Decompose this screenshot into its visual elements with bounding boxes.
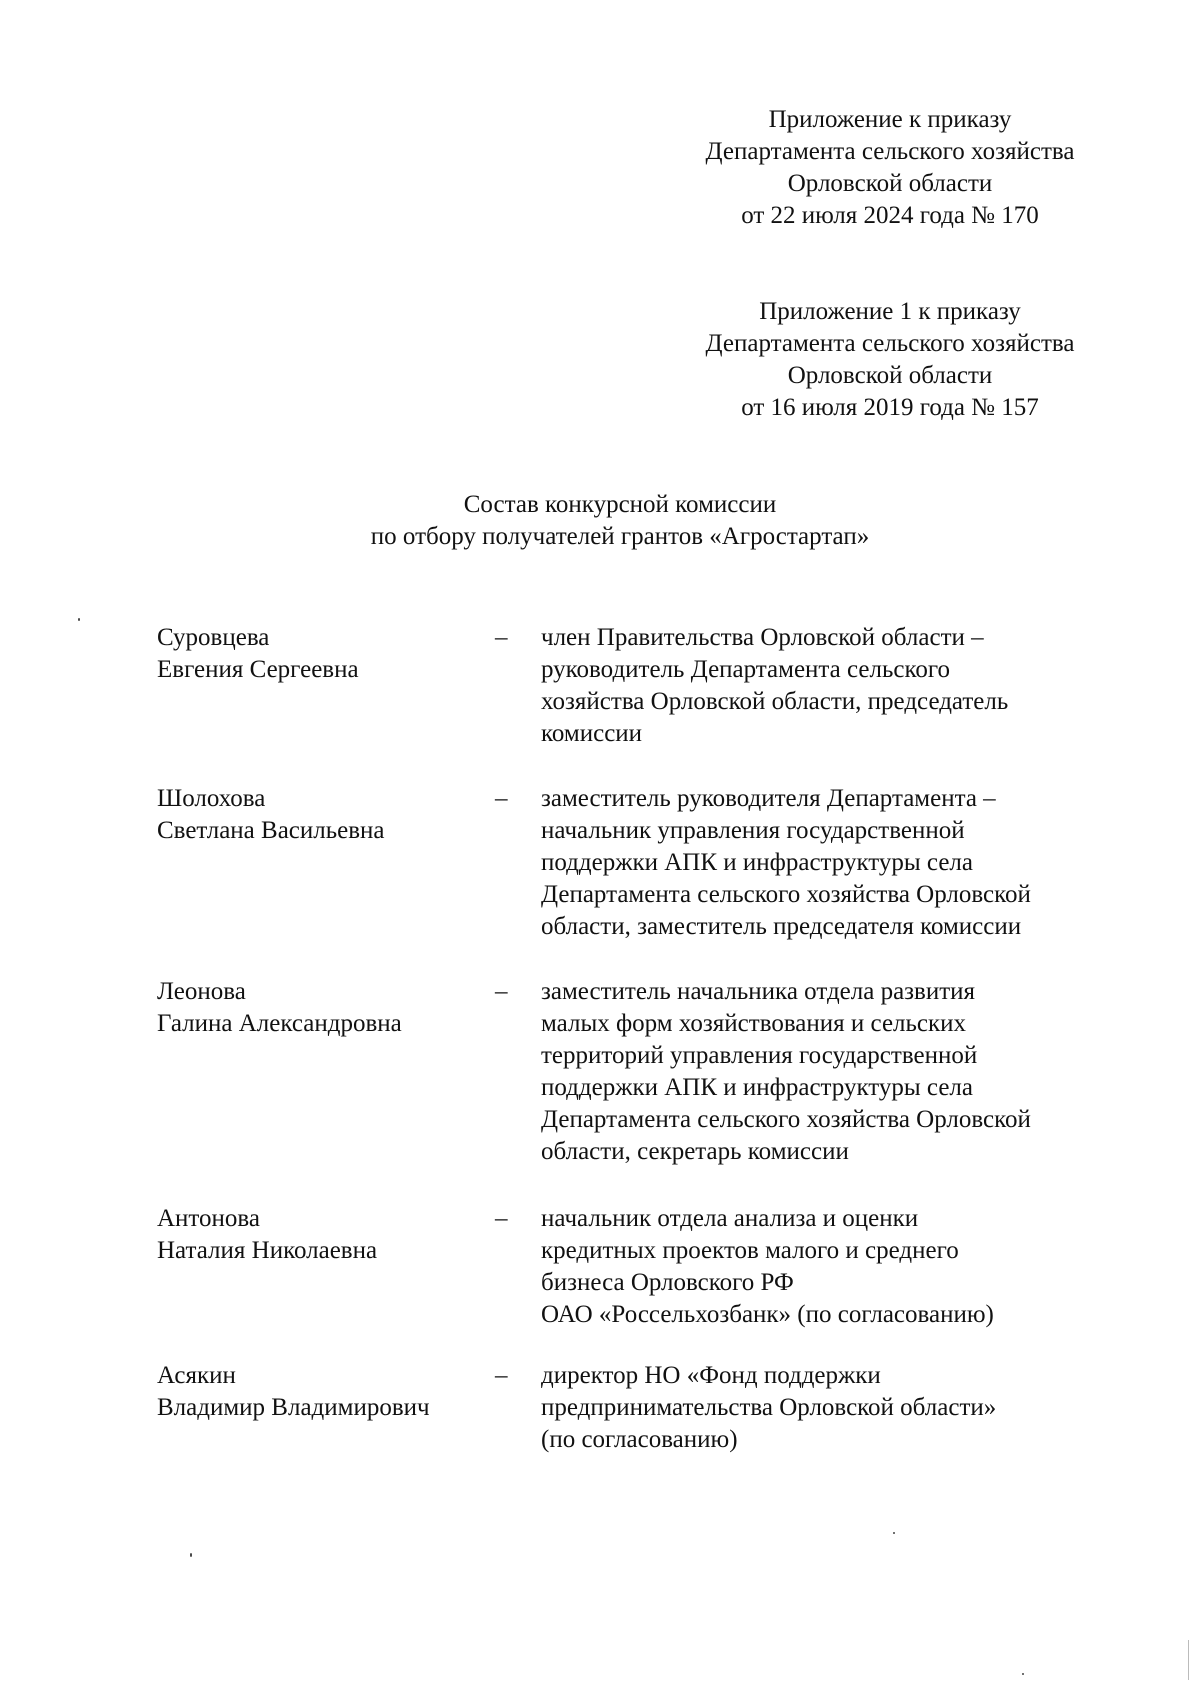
role-line: Департамента сельского хозяйства Орловской bbox=[541, 1106, 1031, 1133]
role-line: ОАО «Россельхозбанк» (по согласованию) bbox=[541, 1301, 994, 1328]
role-line: начальник управления государственной bbox=[541, 817, 965, 844]
approval-line: Орловской области bbox=[787, 362, 993, 389]
dash-separator: – bbox=[495, 624, 508, 651]
role-line: бизнеса Орловского РФ bbox=[541, 1269, 794, 1296]
dash-separator: – bbox=[495, 1362, 508, 1389]
member-surname: Асякин bbox=[157, 1362, 236, 1389]
member-name bbox=[157, 622, 477, 686]
dash-separator: – bbox=[495, 978, 508, 1005]
role-line: поддержки АПК и инфраструктуры села bbox=[541, 849, 973, 876]
role-line: Департамента сельского хозяйства Орловской bbox=[541, 881, 1031, 908]
scan-speck bbox=[78, 618, 80, 621]
member-given-names: Наталия Николаевна bbox=[157, 1237, 378, 1264]
approval-line: Приложение 1 к приказу bbox=[759, 298, 1021, 325]
role-line: начальник отдела анализа и оценки bbox=[541, 1205, 919, 1232]
member-given-names: Евгения Сергеевна bbox=[157, 656, 359, 683]
member-role bbox=[541, 1203, 1101, 1331]
approval-block bbox=[600, 104, 1180, 232]
role-line: хозяйства Орловской области, председатель bbox=[541, 688, 1009, 715]
member-role bbox=[541, 783, 1101, 943]
member-surname: Леонова bbox=[157, 978, 246, 1005]
scan-speck bbox=[1188, 1640, 1189, 1680]
role-line: области, заместитель председателя комиссии bbox=[541, 913, 1022, 940]
approval-line: Орловской области bbox=[787, 170, 993, 197]
role-line: предпринимательства Орловской области» bbox=[541, 1394, 997, 1421]
document-title bbox=[0, 489, 1200, 553]
role-line: директор НО «Фонд поддержки bbox=[541, 1362, 881, 1389]
dash-separator: – bbox=[495, 785, 508, 812]
member-surname: Антонова bbox=[157, 1205, 260, 1232]
approval-line: от 16 июля 2019 года № 157 bbox=[741, 394, 1039, 421]
member-role bbox=[541, 1360, 1101, 1456]
role-line: руководитель Департамента сельского bbox=[541, 656, 950, 683]
approval-line: Департамента сельского хозяйства bbox=[705, 138, 1075, 165]
role-line: заместитель руководителя Департамента – bbox=[541, 785, 996, 812]
dash-separator: – bbox=[495, 1205, 508, 1232]
member-surname: Суровцева bbox=[157, 624, 270, 651]
member-name bbox=[157, 783, 477, 847]
member-role bbox=[541, 622, 1101, 750]
approval-line: Департамента сельского хозяйства bbox=[705, 330, 1075, 357]
approval-block bbox=[600, 296, 1180, 424]
role-line: малых форм хозяйствования и сельских bbox=[541, 1010, 967, 1037]
role-line: член Правительства Орловской области – bbox=[541, 624, 984, 651]
role-line: заместитель начальника отдела развития bbox=[541, 978, 976, 1005]
member-name bbox=[157, 1203, 477, 1267]
role-line: области, секретарь комиссии bbox=[541, 1138, 849, 1165]
role-line: поддержки АПК и инфраструктуры села bbox=[541, 1074, 973, 1101]
title-line: Состав конкурсной комиссии bbox=[463, 491, 777, 518]
scan-speck bbox=[1022, 1673, 1024, 1675]
title-line: по отбору получателей грантов «Агростартап» bbox=[370, 523, 870, 550]
member-surname: Шолохова bbox=[157, 785, 266, 812]
member-given-names: Светлана Васильевна bbox=[157, 817, 385, 844]
member-name bbox=[157, 976, 477, 1040]
role-line: (по согласованию) bbox=[541, 1426, 738, 1453]
role-line: кредитных проектов малого и среднего bbox=[541, 1237, 959, 1264]
scan-speck bbox=[190, 1553, 192, 1557]
role-line: комиссии bbox=[541, 720, 643, 747]
member-name bbox=[157, 1360, 477, 1424]
approval-line: от 22 июля 2024 года № 170 bbox=[741, 202, 1039, 229]
approval-line: Приложение к приказу bbox=[768, 106, 1012, 133]
member-role bbox=[541, 976, 1101, 1168]
role-line: территорий управления государственной bbox=[541, 1042, 978, 1069]
member-given-names: Владимир Владимирович bbox=[157, 1394, 430, 1421]
member-given-names: Галина Александровна bbox=[157, 1010, 402, 1037]
scan-speck bbox=[893, 1532, 895, 1534]
